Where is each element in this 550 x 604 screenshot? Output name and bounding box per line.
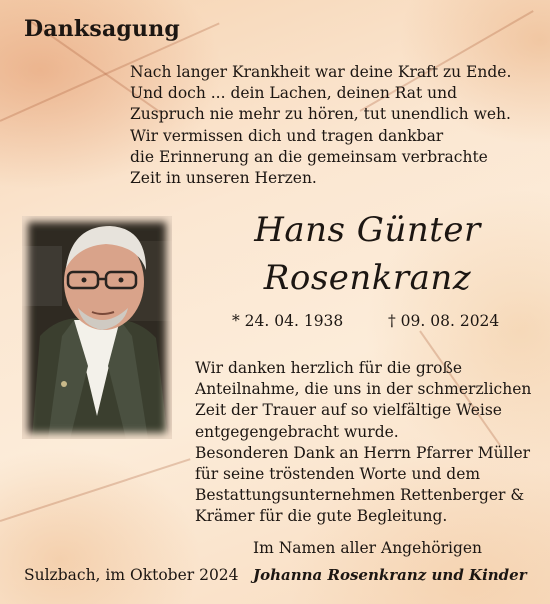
place-and-date: Sulzbach, im Oktober 2024 [24,566,239,584]
name-line: Rosenkranz [263,258,472,298]
leaf-vein-decoration [0,458,191,522]
intro-line: Zeit in unseren Herzen. [130,169,317,188]
name-line: Hans Günter [254,210,481,250]
birth-date: * 24. 04. 1938 [232,312,344,330]
intro-line: Nach langer Krankheit war deine Kraft zu Ende. [130,63,512,81]
signer-names: Johanna Rosenkranz und Kinder [253,566,527,584]
thanks-line: Bestattungsunternehmen Rettenberger & [195,486,525,505]
signature-intro: Im Namen aller Angehörigen [253,539,483,557]
thanks-line: entgegengebracht wurde. [195,422,399,441]
notice-heading: Danksagung [24,16,180,42]
portrait-photo [22,216,172,439]
intro-text [130,62,540,189]
thanks-line: Zeit der Trauer auf so vielfältige Weise [195,401,502,420]
thanks-line: Besonderen Dank an Herrn Pfarrer Müller [195,443,531,462]
intro-line: Und doch ... dein Lachen, deinen Rat und [130,84,458,103]
intro-line: die Erinnerung an die gemeinsam verbrachte [130,147,488,166]
thanks-text [195,358,540,528]
thanks-line: Wir danken herzlich für die große [195,359,463,377]
death-date: † 09. 08. 2024 [388,312,500,330]
deceased-name [200,206,535,302]
thanks-line: für seine tröstenden Worte und dem [195,465,481,484]
intro-line: Wir vermissen dich und tragen dankbar [130,126,444,145]
portrait-illustration [22,216,172,439]
thanks-line: Krämer für die gute Begleitung. [195,507,448,526]
intro-line: Zuspruch nie mehr zu hören, tut unendlich weh. [130,105,511,124]
thanks-line: Anteilnahme, die uns in der schmerzlichen [195,380,532,399]
